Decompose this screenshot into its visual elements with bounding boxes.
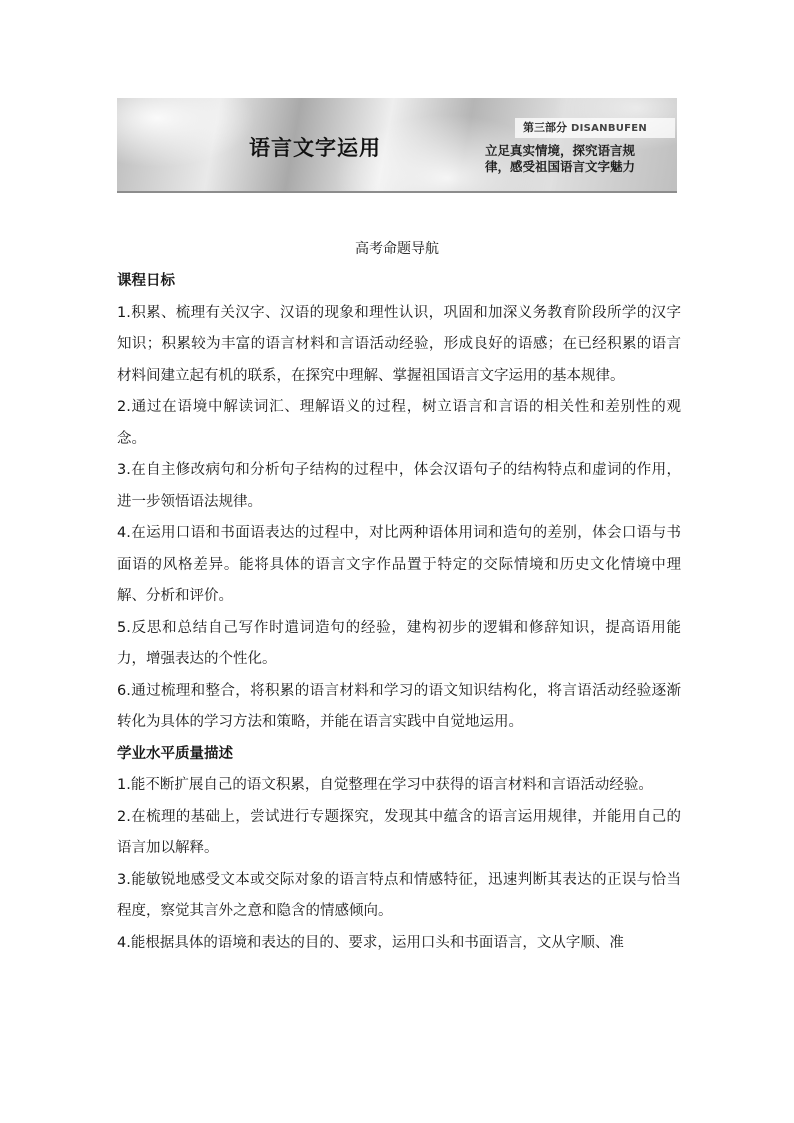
course-goal-item: 3.在自主修改病句和分析句子结构的过程中，体会汉语句子的结构特点和虚词的作用，进一步领悟语法规律。 xyxy=(117,462,681,510)
part-label xyxy=(515,118,675,138)
part-label-latin: DISANBUFEN xyxy=(571,123,648,134)
document-body xyxy=(117,266,681,959)
slogan-line-2: 律，感受祖国语言文字魅力 xyxy=(485,159,636,174)
quality-item: 3.能敏锐地感受文本或交际对象的语言特点和情感特征，迅速判断其表达的正误与恰当程度，察觉其言外之意和隐含的情感倾向。 xyxy=(117,871,681,919)
course-goal-item: 6.通过梳理和整合，将积累的语言材料和学习的语文知识结构化，将言语活动经验逐渐转化为具体的学习方法和策略，并能在语言实践中自觉地运用。 xyxy=(117,682,681,730)
section-heading-quality-description: 学业水平质量描述 xyxy=(117,745,233,762)
course-goal-item: 5.反思和总结自己写作时遣词造句的经验，建构初步的逻辑和修辞知识，提高语用能力，增强表达的个性化。 xyxy=(117,619,681,667)
course-goal-item: 4.在运用口语和书面语表达的过程中，对比两种语体用词和造句的差别，体会口语与书面语的风格差异。能将具体的语言文字作品置于特定的交际情境和历史文化情境中理解、分析和评价。 xyxy=(117,525,681,604)
section-heading-course-goals: 课程日标 xyxy=(117,273,175,289)
header-banner xyxy=(117,98,677,193)
page-title: 高考命题导航 xyxy=(355,241,439,257)
course-goal-item: 1.积累、梳理有关汉字、汉语的现象和理性认识，巩固和加深义务教育阶段所学的汉字知识；积累较为丰富的语言材料和言语活动经验，形成良好的语感；在已经积累的语言材料间建立起有机的联系，在探究中理解、掌握祖国语言文字运用的基本规律。 xyxy=(117,304,681,384)
banner-slogan xyxy=(485,143,665,175)
part-label-text: 第三部分 xyxy=(523,121,567,134)
course-goal-item: 2.通过在语境中解读词汇、理解语义的过程，树立语言和言语的相关性和差别性的观念。 xyxy=(117,399,681,447)
banner-title: 语言文字运用 xyxy=(249,136,381,160)
slogan-line-1: 立足真实情境，探究语言规 xyxy=(485,143,636,158)
quality-item: 4.能根据具体的语境和表达的目的、要求，运用口头和书面语言，文从字顺、准 xyxy=(117,934,624,951)
quality-item: 1.能不断扩展自己的语文积累，自觉整理在学习中获得的语言材料和言语活动经验。 xyxy=(117,777,653,793)
quality-item: 2.在梳理的基础上，尝试进行专题探究，发现其中蕴含的语言运用规律，并能用自己的语言加以解释。 xyxy=(117,808,681,856)
